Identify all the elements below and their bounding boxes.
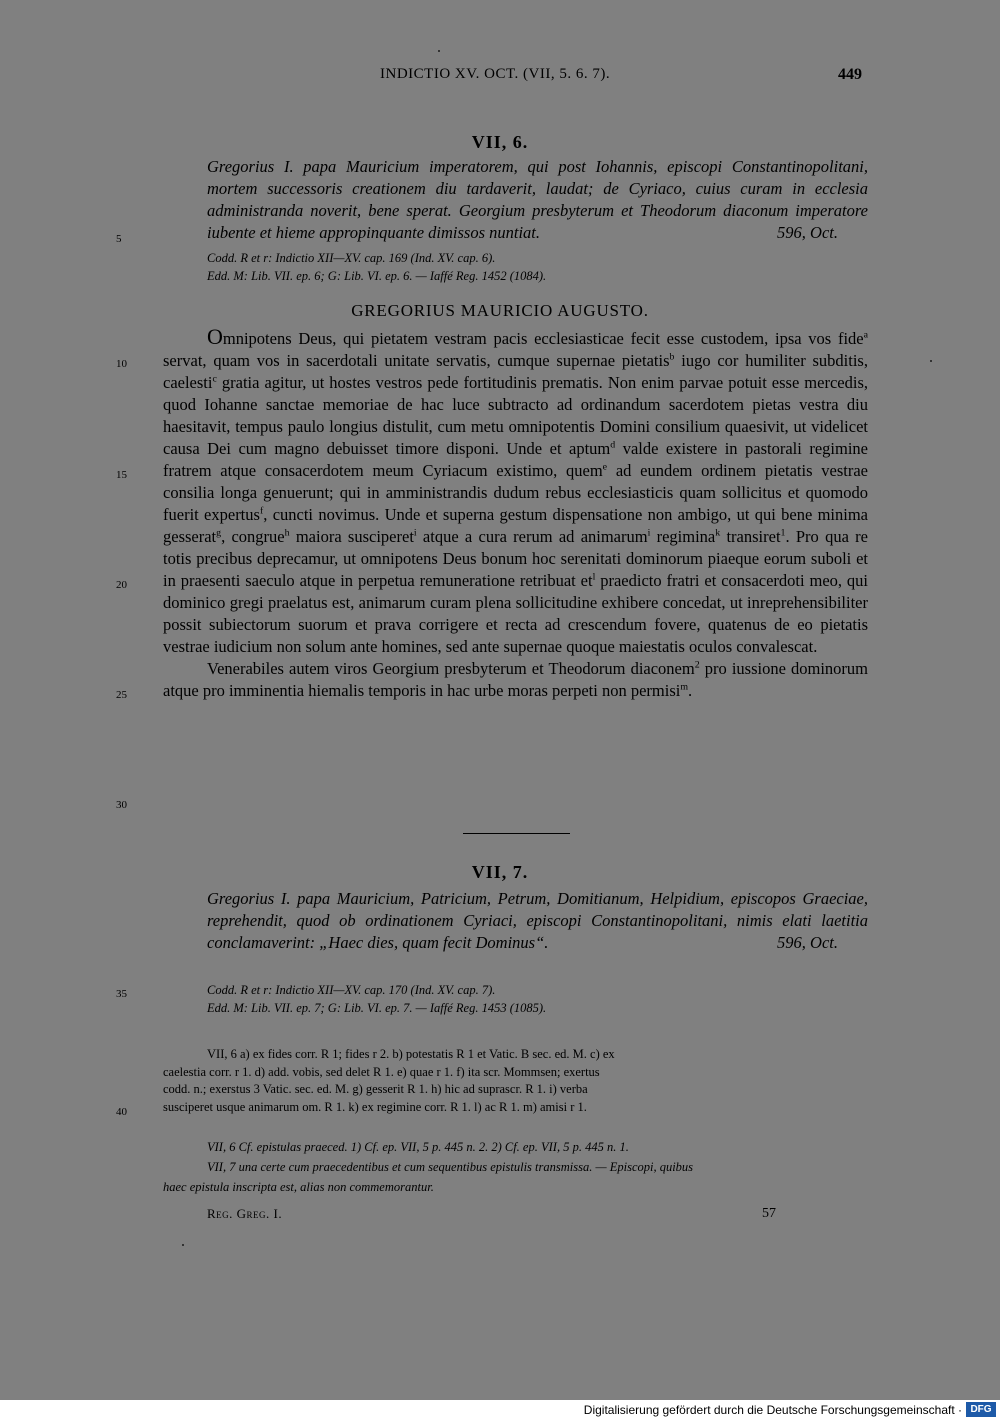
letter-title: GREGORIUS MAURICIO AUGUSTO. <box>351 301 649 320</box>
line-number: 30 <box>116 799 127 811</box>
critical-apparatus <box>163 1046 868 1116</box>
editions-line: Edd. M: Lib. VII. ep. 6; G: Lib. VI. ep. 6. — Iaffé Reg. 1452 (1084). <box>207 269 547 283</box>
apparatus-line: caelestia corr. r 1. d) add. vobis, sed delet R 1. e) quae r 1. f) ita scr. Mommsen; exertus <box>163 1064 600 1079</box>
apparatus-line: codd. n.; exerstus 3 Vatic. sec. ed. M. g) gesserit R 1. h) hic ad suprascr. R 1. i) verba <box>163 1082 588 1096</box>
commentary-line: VII, 7 una certe cum praecedentibus et cum sequentibus epistulis transmissa. — Episcopi, quibus <box>207 1160 694 1174</box>
letter-body <box>163 326 868 702</box>
funding-text: Digitalisierung gefördert durch die Deutsche Forschungsgemeinschaft · <box>583 1403 962 1417</box>
section-date: 596, Oct. <box>777 223 838 242</box>
funding-bar <box>0 1400 1000 1420</box>
scan-speck <box>930 360 932 362</box>
section-heading: VII, 7. <box>471 862 529 882</box>
section-summary <box>163 156 868 244</box>
line-number: 20 <box>116 579 127 591</box>
letter-paragraph: Venerabiles autem viros Georgium presbyterum et Theodorum diaconem$^2$ pro iussione dominorum atque pro imminentia hiemalis temporis in hac urbe moras perpeti non permisi$^m$. <box>163 659 868 700</box>
section-heading: VII, 6. <box>471 132 529 152</box>
line-number: 10 <box>116 358 127 370</box>
section-divider <box>463 833 570 834</box>
commentary-line: haec epistula inscripta est, alias non commemorantur. <box>163 1180 434 1194</box>
line-number: 15 <box>116 469 127 481</box>
letter-paragraph: Omnipotens Deus, qui pietatem vestram pacis ecclesiasticae fecit esse custodem, ipsa vos fide$^a$ servat, quam vos in sacerdotali unitate servatis, cumque supernae pietatis$^b$ iugo cor humiliter subditis, caelesti$^c$ gratia agitur, ut hostes vestros pede fortitudinis prematis. Non enim parvae potuit esse mercedis, quod Iohanne sanctae memoriae de hac luce subtracto ad ordinandum sacerdotem pietas vestra diu haesitavit, tempus paulo longius distulit, cum metu omnipotentis Domini consilium quaesivit, ut videlicet causa Dei cum magno debuisset timore disponi. Unde et aptum$^d$ valde existere in pastorali regimine fratrem atque consacerdotem meum Cyriacum existimo, quem$^e$ ad eundem ordinem pietatis vestrae consilia longa genuerunt; qui in amministrandis dudum rebus ecclesiasticis quam sollicitus et quomodo fuerit expertus$^f$, cuncti novimus. Unde et superna gestum dispensatione non ambigo, ut qui bene minima gesserat$^g$, congrue$^h$ maiora susciperet$^i$ atque a cura rerum ad animarum$^i$ regimina$^k$ transiret$^1$. Pro qua re totis precibus deprecamur, ut omnipotens Deus bonum hoc serenitati dominorum piaeque eorum suboli et in praesenti saeculo atque in perpetua remuneratione retribuat $et^l$ praedicto fratri et consacerdoti meo, qui dominico gregi praelatus est, animarum curam plena sollicitudine exhibere concedat, ut inreprehensibiliter possit subiectorum suorum et prava corrigere et recta ad crescendum fovere, quatenus de eo pietatis vestrae iudicium non solum ante homines, sed ante supernae quoque maiestatis oculos convalescat. <box>163 324 869 656</box>
codices-line: Codd. R et r: Indictio XII—XV. cap. 169 (Ind. XV. cap. 6). <box>207 251 496 265</box>
apparatus-line: VII, 6 a) ex fides corr. R 1; fides r 2. b) potestatis R 1 et Vatic. B sec. ed. M. c) ex <box>207 1047 615 1061</box>
dfg-logo[interactable]: DFG <box>966 1402 996 1417</box>
line-number: 40 <box>116 1106 127 1118</box>
scan-speck <box>182 1244 184 1246</box>
commentary-notes <box>163 1137 868 1197</box>
section-date: 596, Oct. <box>777 933 838 952</box>
editions-line: Edd. M: Lib. VII. ep. 7; G: Lib. VI. ep. 7. — Iaffé Reg. 1453 (1085). <box>207 1001 547 1015</box>
summary-text: Gregorius I. papa Mauricium imperatorem, qui post Iohannis, episcopi Constantinopolitani, mortem successoris creationem diu tardaverit, laudat; de Cyriaco, cuius curam in ecclesia administranda noverit, bene sperat. Georgium presbyterum et Theodorum diaconum imperatore iubente et hieme appropinquante dimissos nuntiat. <box>207 157 868 242</box>
section-summary <box>163 888 868 954</box>
summary-text: Gregorius I. papa Mauricium, Patricium, Petrum, Domitianum, Helpidium, episcopos Graeciae, reprehendit, quod ob ordinationem Cyriaci, episcopi Constantinopolitani, nimis elati laetitia conclamaverint: „Haec dies, quam fecit Dominus“. <box>207 889 868 952</box>
drop-cap: O <box>207 324 223 349</box>
signature-left: Reg. Greg. I. <box>207 1206 283 1221</box>
commentary-line: VII, 6 Cf. epistulas praeced. 1) Cf. ep. VII, 5 p. 445 n. 2. 2) Cf. ep. VII, 5 p. 445 n. 1. <box>207 1140 629 1154</box>
signature-right: 57 <box>762 1206 776 1221</box>
line-number: 25 <box>116 689 127 701</box>
apparatus-line: susciperet usque animarum om. R 1. k) ex regimine corr. R 1. l) ac R 1. m) amisi r 1. <box>163 1099 587 1114</box>
line-number: 35 <box>116 988 127 1000</box>
line-number: 5 <box>116 233 122 245</box>
codices-line: Codd. R et r: Indictio XII—XV. cap. 170 (Ind. XV. cap. 7). <box>207 983 496 997</box>
scan-speck <box>438 50 440 52</box>
page-number: 449 <box>838 66 862 83</box>
running-head: INDICTIO XV. OCT. (VII, 5. 6. 7). <box>380 66 611 82</box>
